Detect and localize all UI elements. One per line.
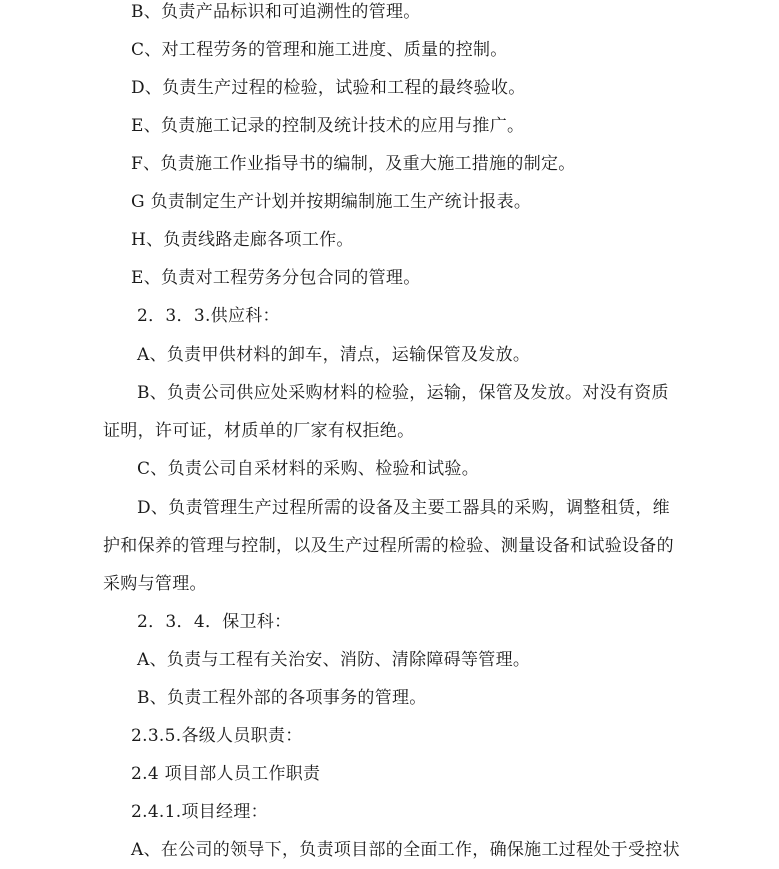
section-heading: 2.4 项目部人员工作职责 — [131, 764, 321, 784]
text-line: 采购与管理。 — [103, 574, 207, 594]
text-line: A、在公司的领导下，负责项目部的全面工作，确保施工过程处于受控状 — [131, 840, 680, 860]
text-line: B、负责公司供应处采购材料的检验，运输，保管及发放。对没有资质 — [137, 383, 669, 403]
text-line: C、对工程劳务的管理和施工进度、质量的控制。 — [131, 40, 508, 60]
text-line: D、负责生产过程的检验，试验和工程的最终验收。 — [131, 78, 526, 98]
section-heading: 2．3．4．保卫科： — [137, 612, 292, 632]
text-line: A、负责与工程有关治安、消防、清除障碍等管理。 — [137, 650, 531, 670]
text-line: D、负责管理生产过程所需的设备及主要工器具的采购，调整租赁，维 — [137, 498, 670, 518]
text-line: A、负责甲供材料的卸车，清点，运输保管及发放。 — [137, 345, 531, 365]
text-line: E、负责施工记录的控制及统计技术的应用与推广。 — [131, 116, 525, 136]
section-heading: 2．3．3.供应科： — [137, 306, 280, 326]
text-line: 护和保养的管理与控制，以及生产过程所需的检验、测量设备和试验设备的 — [103, 536, 674, 556]
text-line: F、负责施工作业指导书的编制，及重大施工措施的制定。 — [131, 154, 576, 174]
text-line: 证明，许可证，材质单的厂家有权拒绝。 — [103, 421, 415, 441]
text-line: C、负责公司自采材料的采购、检验和试验。 — [137, 459, 480, 479]
text-line: B、负责产品标识和可追溯性的管理。 — [131, 2, 421, 22]
text-line: G 负责制定生产计划并按期编制施工生产统计报表。 — [131, 192, 532, 212]
section-heading: 2.4.1.项目经理： — [131, 802, 268, 822]
text-line: H、负责线路走廊各项工作。 — [131, 230, 354, 250]
text-line: B、负责工程外部的各项事务的管理。 — [137, 688, 427, 708]
text-line: E、负责对工程劳务分包合同的管理。 — [131, 268, 421, 288]
section-heading: 2.3.5.各级人员职责： — [131, 726, 303, 746]
